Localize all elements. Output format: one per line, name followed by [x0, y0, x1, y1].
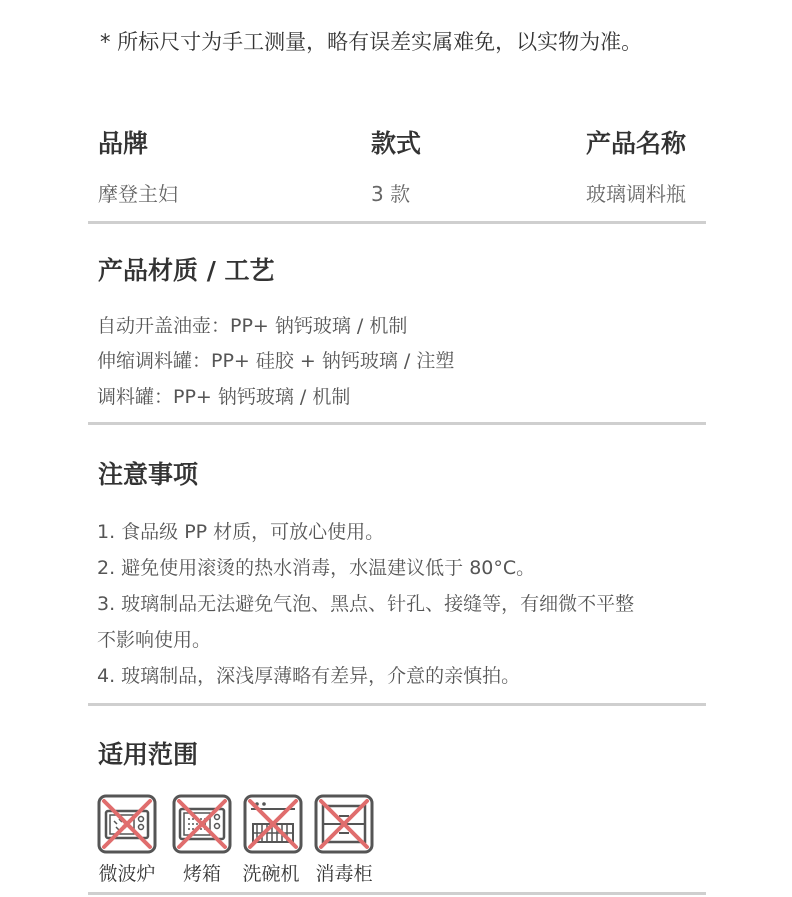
product-name-value: 玻璃调料瓶	[586, 182, 686, 206]
material-line: 伸缩调料罐：PP+ 硅胶 + 钠钙玻璃 / 注塑	[97, 350, 455, 372]
divider	[88, 703, 706, 706]
notice-line: 1. 食品级 PP 材质，可放心使用。	[97, 521, 385, 543]
divider	[88, 422, 706, 425]
brand-header: 品牌	[98, 129, 149, 158]
measurement-note: * 所标尺寸为手工测量，略有误差实属难免，以实物为准。	[100, 30, 643, 54]
material-title: 产品材质 / 工艺	[98, 256, 275, 285]
notice-line: 2. 避免使用滚烫的热水消毒，水温建议低于 80°C。	[97, 557, 536, 579]
notice-line: 3. 玻璃制品无法避免气泡、黑点、针孔、接缝等，有细微不平整	[97, 593, 635, 615]
microwave-prohibited-icon	[97, 794, 157, 854]
scope-title: 适用范围	[98, 740, 199, 769]
oven-label: 烤箱	[182, 863, 221, 885]
material-line: 自动开盖油壶：PP+ 钠钙玻璃 / 机制	[97, 315, 408, 337]
notice-line: 4. 玻璃制品，深浅厚薄略有差异，介意的亲慎拍。	[97, 665, 521, 687]
microwave-label: 微波炉	[98, 863, 156, 885]
style-value: 3 款	[371, 182, 411, 206]
sterilizer-prohibited-icon	[314, 794, 374, 854]
dishwasher-prohibited-icon	[243, 794, 303, 854]
style-header: 款式	[371, 129, 422, 158]
brand-value: 摩登主妇	[98, 182, 178, 206]
product-name-header: 产品名称	[586, 129, 687, 158]
divider	[88, 892, 706, 895]
notice-line: 不影响使用。	[97, 629, 212, 651]
dishwasher-label: 洗碗机	[242, 863, 300, 885]
divider	[88, 221, 706, 224]
notice-title: 注意事项	[98, 460, 199, 489]
sterilizer-label: 消毒柜	[315, 863, 373, 885]
material-line: 调料罐：PP+ 钠钙玻璃 / 机制	[97, 386, 351, 408]
oven-prohibited-icon	[172, 794, 232, 854]
